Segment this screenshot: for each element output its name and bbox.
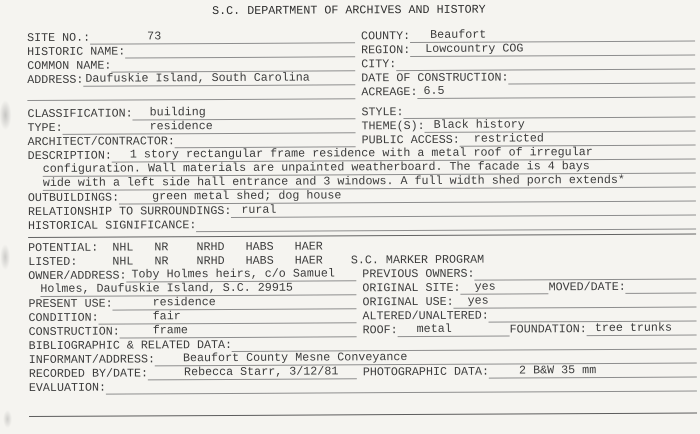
field-acreage [361,84,695,100]
type-label: TYPE: [27,120,63,136]
foundation-value: tree trunks [594,320,672,336]
date-of-construction-label: DATE OF CONSTRUCTION: [361,70,509,86]
row-bottom-blank [29,400,697,417]
style-label: STYLE: [361,105,404,120]
recorded-by-date-line [148,365,357,380]
field-region [361,42,695,58]
bibliographic-label: BIBLIOGRAPHIC & RELATED DATA: [28,337,233,354]
photographic-data-line [489,364,697,379]
relationship-label: RELATIONSHIP TO SURROUNDINGS: [27,203,232,220]
owner-address-value: Toby Holmes heirs, c/o Samuel [131,266,335,282]
address-line [83,71,355,86]
foundation-line [587,322,697,337]
condition-line [99,309,357,324]
type-line [63,119,356,135]
survey-form [0,15,700,417]
address-value: Daufuskie Island, South Carolina [85,70,310,86]
site-no-label: SITE NO.: [27,30,91,46]
county-line [410,28,695,43]
address-label: ADDRESS: [27,72,84,88]
classification-value: building [149,105,206,120]
field-site-no [27,29,355,45]
construction-label: CONSTRUCTION: [28,324,120,340]
roof-value: metal [416,321,452,336]
historical-significance-line [196,229,696,233]
description-label: DESCRIPTION: [27,148,112,164]
region-value: Lowcountry COG [425,41,524,56]
recorded-by-date-label: RECORDED BY/DATE: [28,366,149,382]
roof-line [398,322,510,337]
type-value: residence [149,119,213,134]
site-no-value: 73 [147,29,162,44]
common-name-label: COMMON NAME: [27,58,112,74]
themes-value: Black history [433,117,525,132]
original-site-line [461,280,549,294]
site-no-line [90,29,355,44]
relationship-value: rural [241,202,277,217]
photographic-data-value: 2 B&W 35 mm [519,363,597,378]
field-photographic-data [363,364,697,380]
historic-name-label: HISTORIC NAME: [27,44,126,60]
public-access-label: PUBLIC ACCESS: [361,132,460,148]
field-construction [29,323,357,339]
county-value: Beaufort [430,27,487,42]
historical-significance-label: HISTORICAL SIGNIFICANCE: [27,218,197,234]
outbuildings-value: green metal shed; dog house [152,188,342,204]
informant-address-value: Beaufort County Mesne Conveyance [182,350,408,366]
roof-label: ROOF: [362,323,398,338]
field-city [361,57,695,72]
original-use-label: ORIGINAL USE: [362,294,454,310]
field-type [27,119,355,135]
present-use-label: PRESENT USE: [28,296,113,312]
description-value: 1 story rectangular frame residence with a metal roof of irregular [129,145,593,162]
altered-unaltered-label: ALTERED/UNALTERED: [362,308,489,324]
owner-address-label: OWNER/ADDRESS: [28,268,127,284]
acreage-line [417,84,695,99]
present-use-line [113,295,357,310]
evaluation-label: EVALUATION: [28,380,107,396]
region-line [410,42,695,57]
foundation-label: FOUNDATION: [509,322,587,337]
classification-line [133,105,356,120]
owner-address-value-2: Holmes, Daufuskie Island, S.C. 29915 [40,280,293,296]
present-use-value: residence [152,295,216,310]
potential-designations: POTENTIAL: NHL NR NRHD HABS HAER [28,239,323,256]
description-value-3: wide with a left side hall entrance and 3 windows. A full width shed porch extends* [42,172,625,190]
classification-label: CLASSIFICATION: [27,106,133,122]
architect-contractor-label: ARCHITECT/CONTRACTOR: [27,134,175,150]
original-site-value: yes [474,279,496,294]
region-label: REGION: [361,43,411,58]
public-access-value: restricted [473,131,544,146]
outbuildings-label: OUTBUILDINGS: [27,190,120,206]
field-historic-name [27,44,355,59]
original-site-label: ORIGINAL SITE: [362,280,461,296]
field-roof-foundation [363,322,697,338]
photographic-data-label: PHOTOGRAPHIC DATA: [362,364,490,380]
county-label: COUNTY: [361,29,411,44]
original-use-line [454,294,697,309]
moved-date-label: MOVED/DATE: [548,279,626,295]
themes-line [425,118,696,133]
listed-designations: LISTED: NHL NR NRHD HABS HAER S.C. MARKER PROGRAM [28,252,485,270]
field-address [27,71,355,87]
field-original-use [362,294,696,310]
acreage-label: ACREAGE: [361,84,418,100]
bottom-blank-line [29,413,697,417]
original-use-value: yes [467,293,489,308]
construction-line [120,323,357,338]
informant-address-label: INFORMANT/ADDRESS: [28,352,156,368]
form-title: S.C. DEPARTMENT OF ARCHIVES AND HISTORY [212,2,486,19]
field-recorded-by-date [29,365,357,381]
row-historical-significance [28,216,696,233]
themes-label: THEME(S): [361,118,425,134]
condition-value: fair [152,309,181,324]
condition-label: CONDITION: [28,310,99,326]
construction-value: frame [152,323,188,338]
acreage-value: 6.5 [423,83,445,98]
description-value-2: configuration. Wall materials are unpainted weatherboard. The facade is 4 bays [42,159,590,176]
previous-owners-label: PREVIOUS OWNERS: [362,266,475,282]
recorded-by-date-value: Rebecca Starr, 3/12/81 [183,364,339,380]
historic-name-value [125,56,355,57]
historical-significance-value [196,229,696,232]
city-label: CITY: [361,57,397,72]
relationship-line [231,202,696,218]
